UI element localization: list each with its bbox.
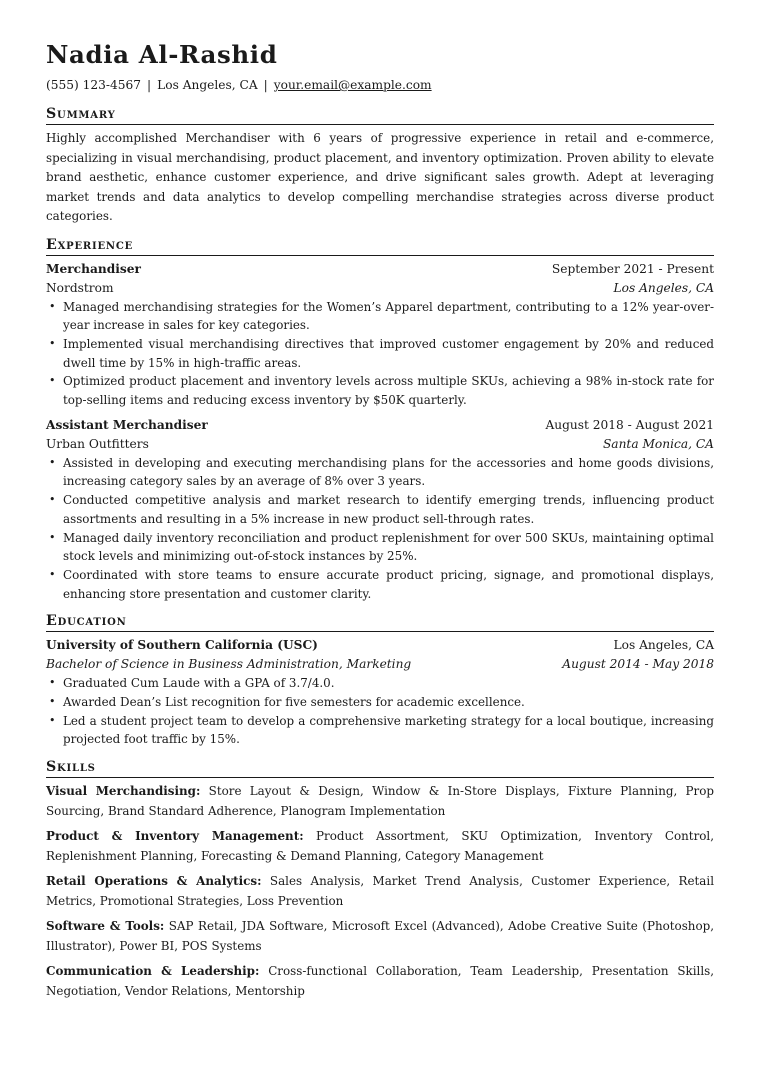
bullet-item: • Graduated Cum Laude with a GPA of 3.7/4.0. [46,674,714,693]
job-bullets [46,298,714,410]
job-location: Los Angeles, CA [613,280,714,295]
email-link[interactable]: your.email@example.com [273,78,432,92]
skill-items: Sales Analysis, Market Trend Analysis, Customer Experience, Retail Metrics, Promotional Strategies, Loss Prevention [46,874,715,908]
bullet-item: • Managed merchandising strategies for the Women’s Apparel department, contributing to a 12% year-over-year increase in sales for key categories. [49,299,714,333]
job-location: Santa Monica, CA [602,436,714,451]
bullet-icon: • [49,336,56,350]
education-bullets [46,674,714,749]
summary-text: Highly accomplished Merchandiser with 6 years of progressive experience in retail and e-commerce, specializing in visual merchandising, product placement, and inventory optimization. Proven ability to elevate brand aesthetic, enhance customer experience, and drive significant sales growth. Adept at leveraging market trends and data analytics to develop compelling merchandise strategies across diverse product categories. [46,131,714,223]
job-dates: September 2021 - Present [551,261,714,276]
separator: | [263,78,268,92]
education-section [46,612,714,749]
bullet-item: • Led a student project team to develop a comprehensive marketing strategy for a local boutique, increasing projected foot traffic by 15%. [49,713,714,747]
bullet-item: • Optimized product placement and inventory levels across multiple SKUs, achieving a 98% in-stock rate for top-selling items and reducing excess inventory by $50K quarterly. [49,374,714,408]
bullet-icon: • [49,374,56,388]
skill-items: Cross-functional Collaboration, Team Leadership, Presentation Skills, Negotiation, Vendor Relations, Mentorship [46,964,715,998]
skill-category: Product & Inventory Management: [46,829,304,844]
skill-items: SAP Retail, JDA Software, Microsoft Excel (Advanced), Adobe Creative Suite (Photoshop, Illustrator), Power BI, POS Systems [46,919,715,953]
bullet-icon: • [49,455,56,469]
skill-group [46,778,714,821]
skill-category: Retail Operations & Analytics: [46,874,262,889]
job-company: Nordstrom [46,280,114,295]
bullet-icon: • [49,493,56,507]
job-entry [46,256,714,410]
bullet-item: • Conducted competitive analysis and market research to identify emerging trends, influencing product assortments and resulting in a 5% increase in new product sell-through rates. [49,493,714,526]
resume-page [46,40,714,1001]
skill-group [46,866,714,911]
phone-number: (555) 123-4567 [46,78,142,92]
skill-category: Software & Tools: [46,919,165,934]
school-location: Los Angeles, CA [613,638,714,653]
education-dates: August 2014 - May 2018 [562,657,714,672]
summary-section [46,105,714,227]
section-title-experience: Experience [46,236,714,256]
separator: | [147,78,152,92]
section-title-summary: Summary [46,105,714,125]
skill-items: Product Assortment, SKU Optimization, Inventory Control, Replenishment Planning, Forecasting & Demand Planning, Category Management [46,829,714,863]
bullet-icon: • [49,530,56,544]
bullet-item: • Managed daily inventory reconciliation and product replenishment for over 500 SKUs, maintaining optimal stock levels and minimizing out-of-stock instances by 25%. [49,530,714,564]
bullet-item: • Awarded Dean’s List recognition for five semesters for academic excellence. [46,693,714,712]
school-name: University of Southern California (USC) [46,638,318,653]
candidate-name: Nadia Al-Rashid [46,40,278,69]
bullet-icon: • [49,695,56,709]
bullet-item: • Assisted in developing and executing merchandising plans for the accessories and home goods divisions, increasing category sales by an average of 8% over 3 years. [49,455,714,489]
section-title-education: Education [46,612,714,632]
experience-section [46,236,714,604]
job-dates: August 2018 - August 2021 [545,417,714,432]
job-role: Assistant Merchandiser [46,417,208,432]
skill-group [46,911,714,956]
bullet-item: • Coordinated with store teams to ensure accurate product pricing, signage, and promotional displays, enhancing store presentation and customer clarity. [49,567,714,601]
bullet-icon: • [49,299,56,313]
bullet-item: • Implemented visual merchandising directives that improved customer engagement by 20% and reduced dwell time by 15% in high-traffic areas. [49,336,714,370]
contact-line [46,77,714,94]
section-title-skills: Skills [46,758,714,778]
location: Los Angeles, CA [157,78,258,92]
bullet-icon: • [49,676,56,690]
education-entry [46,632,714,749]
job-entry [46,410,714,604]
skill-items: Store Layout & Design, Window & In-Store Displays, Fixture Planning, Prop Sourcing, Brand Standard Adherence, Planogram Implementation [46,784,714,818]
skill-group [46,956,714,1001]
skills-section [46,758,714,1001]
bullet-icon: • [49,567,56,581]
job-company: Urban Outfitters [46,436,149,451]
bullet-icon: • [49,713,56,727]
skill-group [46,821,714,866]
skill-category: Communication & Leadership: [46,964,260,979]
job-role: Merchandiser [46,261,141,276]
job-bullets [46,454,714,604]
degree: Bachelor of Science in Business Administration, Marketing [46,657,412,672]
skill-category: Visual Merchandising: [46,784,201,799]
